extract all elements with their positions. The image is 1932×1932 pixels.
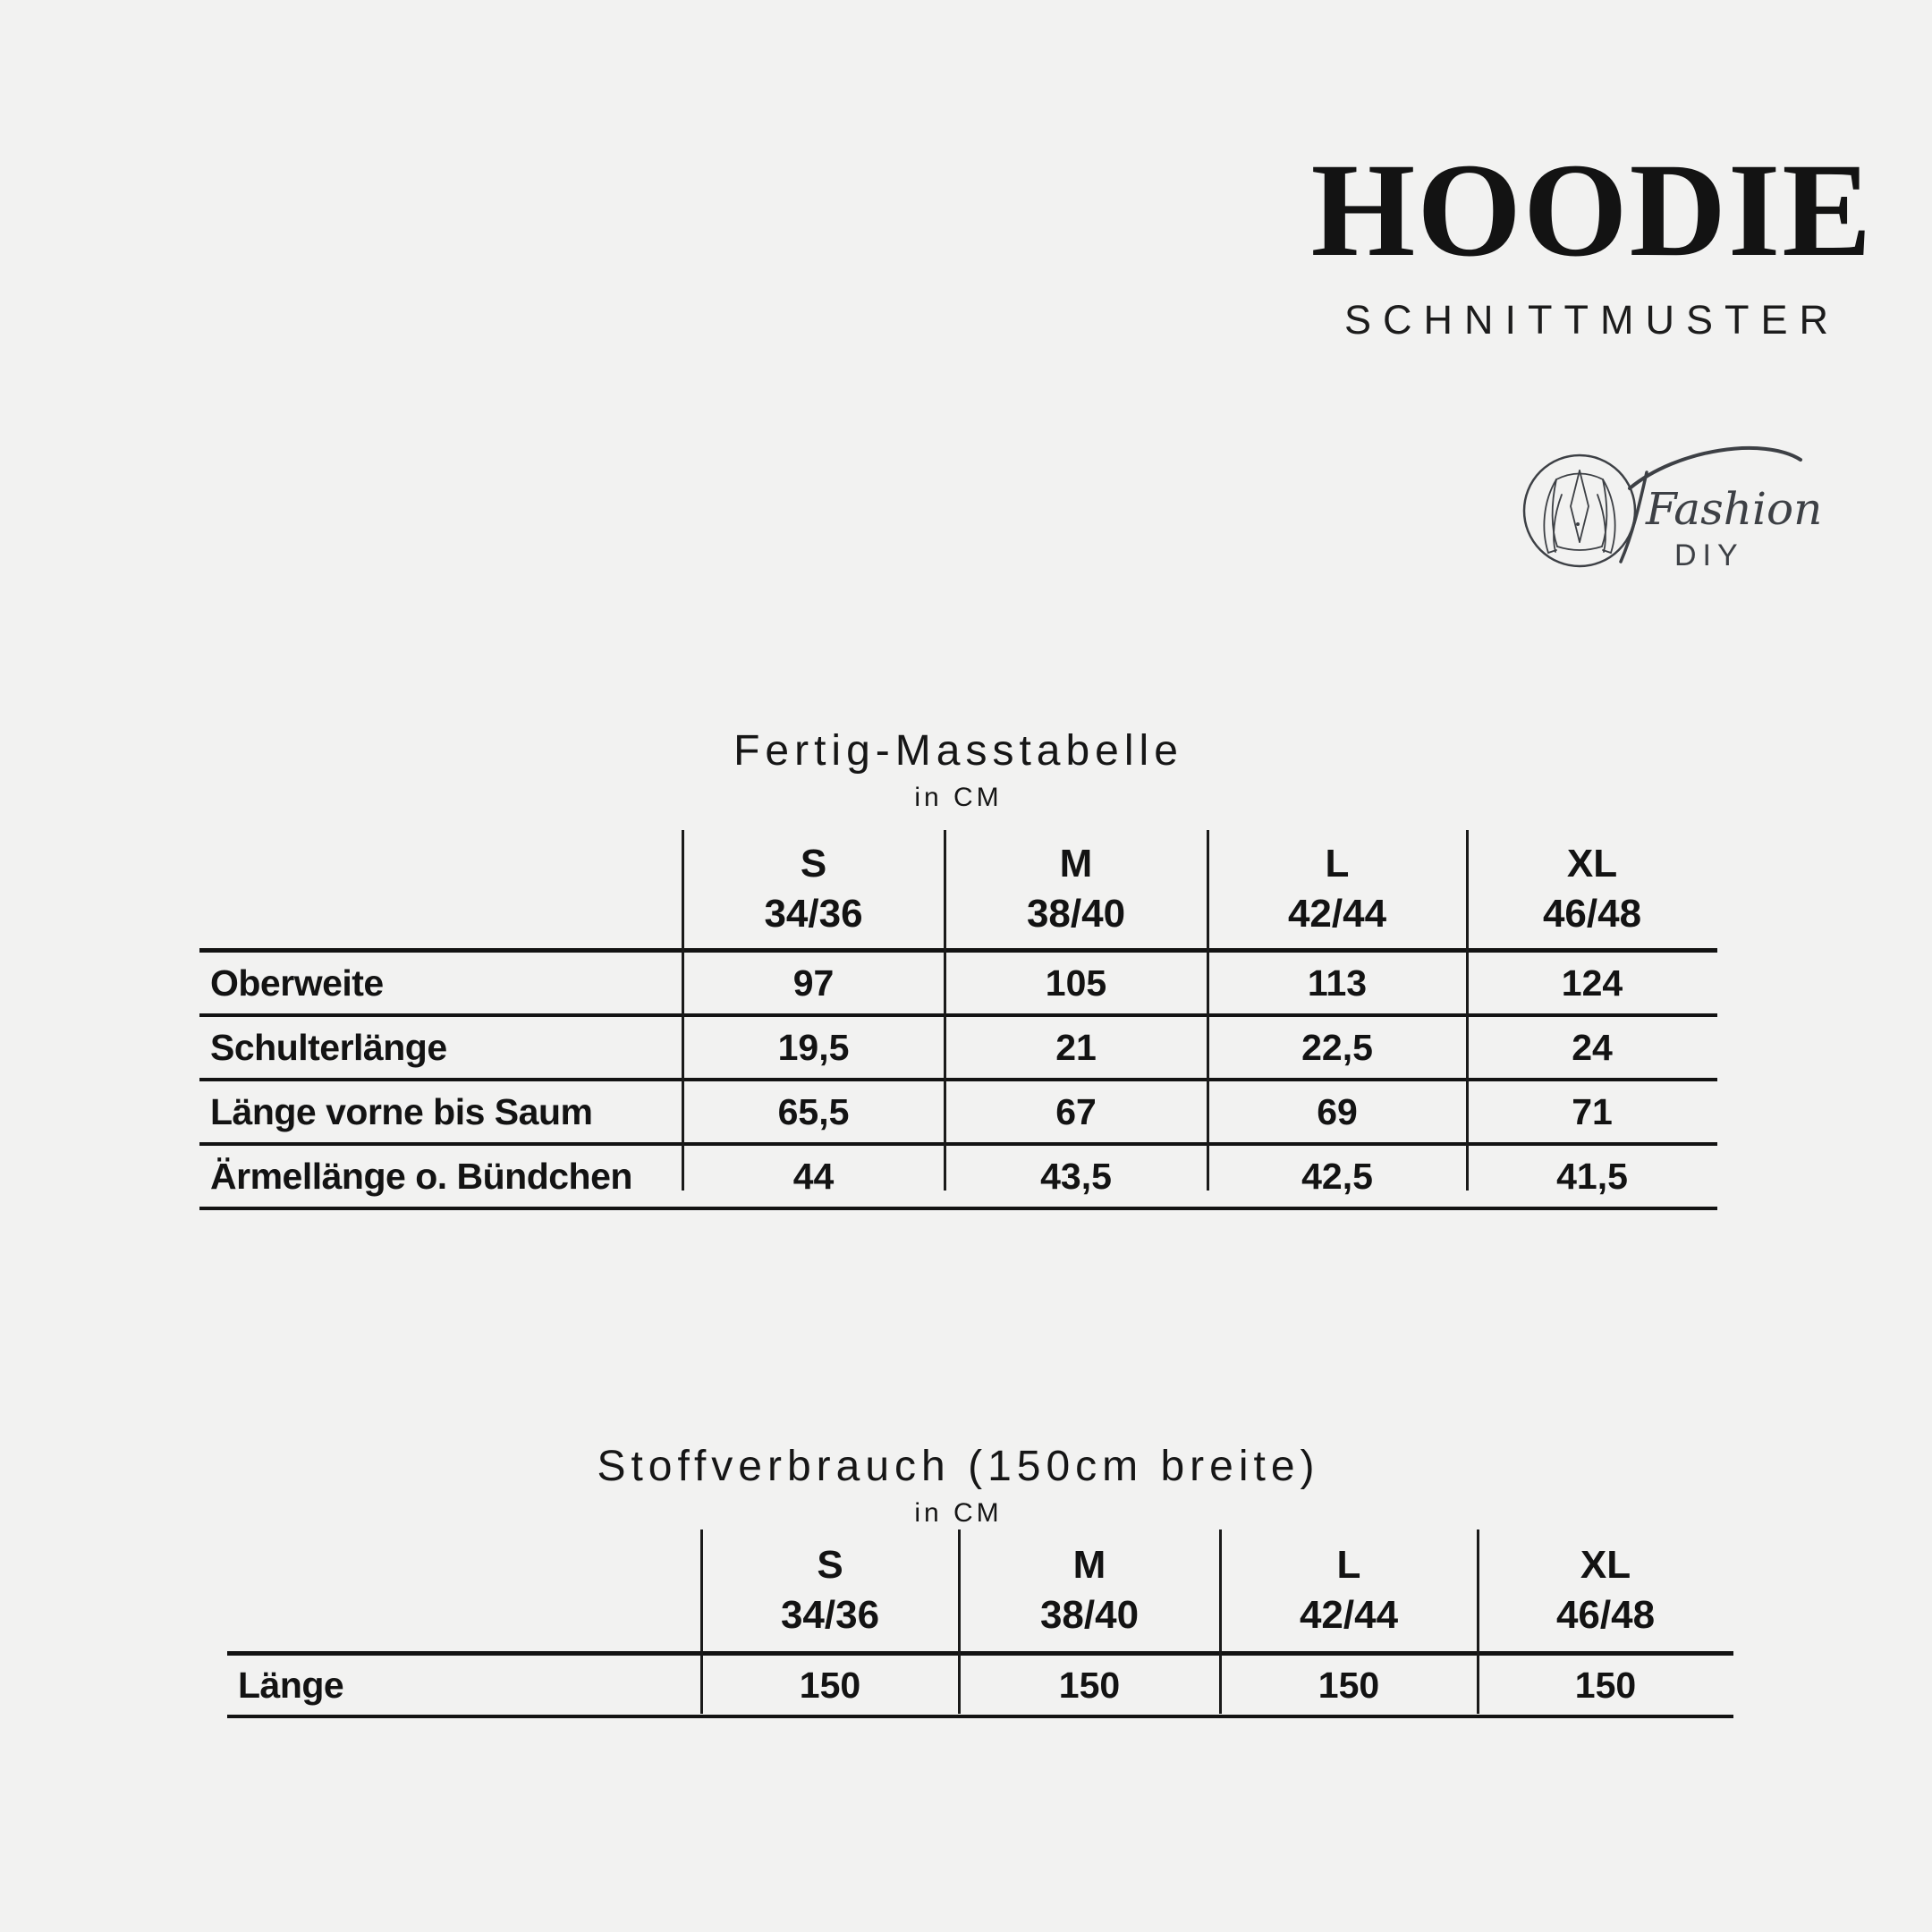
column-header (682, 839, 945, 939)
size-label: M (1072, 1543, 1106, 1587)
size-range-label: 34/36 (764, 892, 863, 936)
cell-value: 150 (1318, 1664, 1380, 1706)
size-range-label: 38/40 (1026, 892, 1126, 936)
fashion-diy-logo (1521, 440, 1825, 583)
column-header (1478, 1540, 1733, 1640)
column-header (1220, 1540, 1478, 1640)
table-row (199, 1017, 1717, 1081)
size-table-fabric (227, 1530, 1733, 1714)
column-separator-line (1207, 830, 1209, 1191)
table-row (227, 1656, 1733, 1718)
table-title: Fertig-Masstabelle (733, 727, 1183, 775)
brand-subtitle: SCHNITTMUSTER (1344, 297, 1840, 343)
section-title-stoffverbrauch (199, 1442, 1717, 1529)
cell-value: 22,5 (1301, 1026, 1373, 1068)
size-range-label: 42/44 (1287, 892, 1387, 936)
cell-value: 124 (1561, 962, 1623, 1004)
column-header (701, 1540, 959, 1640)
column-separator-line (958, 1530, 961, 1714)
size-range-label: 34/36 (780, 1593, 880, 1637)
column-separator-line (682, 830, 684, 1191)
table-row (199, 953, 1717, 1017)
table-header-row (199, 830, 1717, 948)
cell-value: 69 (1317, 1090, 1358, 1132)
size-range-label: 38/40 (1039, 1593, 1140, 1637)
column-separator-line (1219, 1530, 1222, 1714)
brand-title: HOODIE (1310, 136, 1874, 284)
row-label: Schulterlänge (210, 1026, 447, 1068)
row-label: Länge (238, 1664, 344, 1706)
row-label: Oberweite (210, 962, 384, 1004)
cell-value: 41,5 (1556, 1155, 1628, 1197)
column-header (959, 1540, 1220, 1640)
cell-value: 71 (1572, 1090, 1613, 1132)
table-row (199, 1081, 1717, 1146)
cell-value: 65,5 (777, 1090, 850, 1132)
table-title: Stoffverbrauch (150cm breite) (597, 1443, 1320, 1490)
size-label: L (1325, 842, 1350, 886)
logo-brand-sub-text: DIY (1674, 538, 1744, 572)
brand-header (1270, 136, 1914, 343)
logo-brand-text: Fashion (1646, 483, 1823, 535)
row-label: Länge vorne bis Saum (210, 1090, 593, 1132)
cell-value: 97 (792, 962, 835, 1004)
size-table-measurements (199, 830, 1717, 1197)
cell-value: 150 (1574, 1664, 1637, 1706)
column-separator-line (944, 830, 946, 1191)
cell-value: 21 (1055, 1026, 1097, 1068)
cell-value: 150 (799, 1664, 861, 1706)
blazer-icon (1521, 440, 1825, 583)
size-range-label: 46/48 (1555, 1593, 1656, 1637)
size-range-label: 42/44 (1299, 1593, 1399, 1637)
cell-value: 43,5 (1040, 1155, 1112, 1197)
row-label: Ärmellänge o. Bündchen (210, 1155, 632, 1197)
cell-value: 44 (792, 1155, 835, 1197)
table-unit: in CM (914, 1498, 1003, 1528)
size-label: S (817, 1543, 843, 1587)
cell-value: 67 (1055, 1090, 1097, 1132)
cell-value: 24 (1572, 1026, 1613, 1068)
column-header (1467, 839, 1717, 939)
size-label: XL (1580, 1543, 1631, 1587)
table-row (199, 1146, 1717, 1210)
column-separator-line (1477, 1530, 1479, 1714)
table-unit: in CM (914, 783, 1003, 812)
column-separator-line (1466, 830, 1469, 1191)
section-title-masstabelle (199, 726, 1717, 813)
cell-value: 150 (1058, 1664, 1121, 1706)
column-header (1208, 839, 1467, 939)
cell-value: 113 (1307, 962, 1368, 1004)
cell-value: 105 (1045, 962, 1107, 1004)
size-label: M (1059, 842, 1093, 886)
cell-value: 19,5 (777, 1026, 850, 1068)
column-separator-line (700, 1530, 703, 1714)
size-range-label: 46/48 (1542, 892, 1642, 936)
size-label: XL (1566, 842, 1618, 886)
column-header (945, 839, 1208, 939)
size-label: S (800, 842, 827, 886)
table-header-row (227, 1530, 1733, 1651)
size-label: L (1336, 1543, 1361, 1587)
cell-value: 42,5 (1301, 1155, 1373, 1197)
